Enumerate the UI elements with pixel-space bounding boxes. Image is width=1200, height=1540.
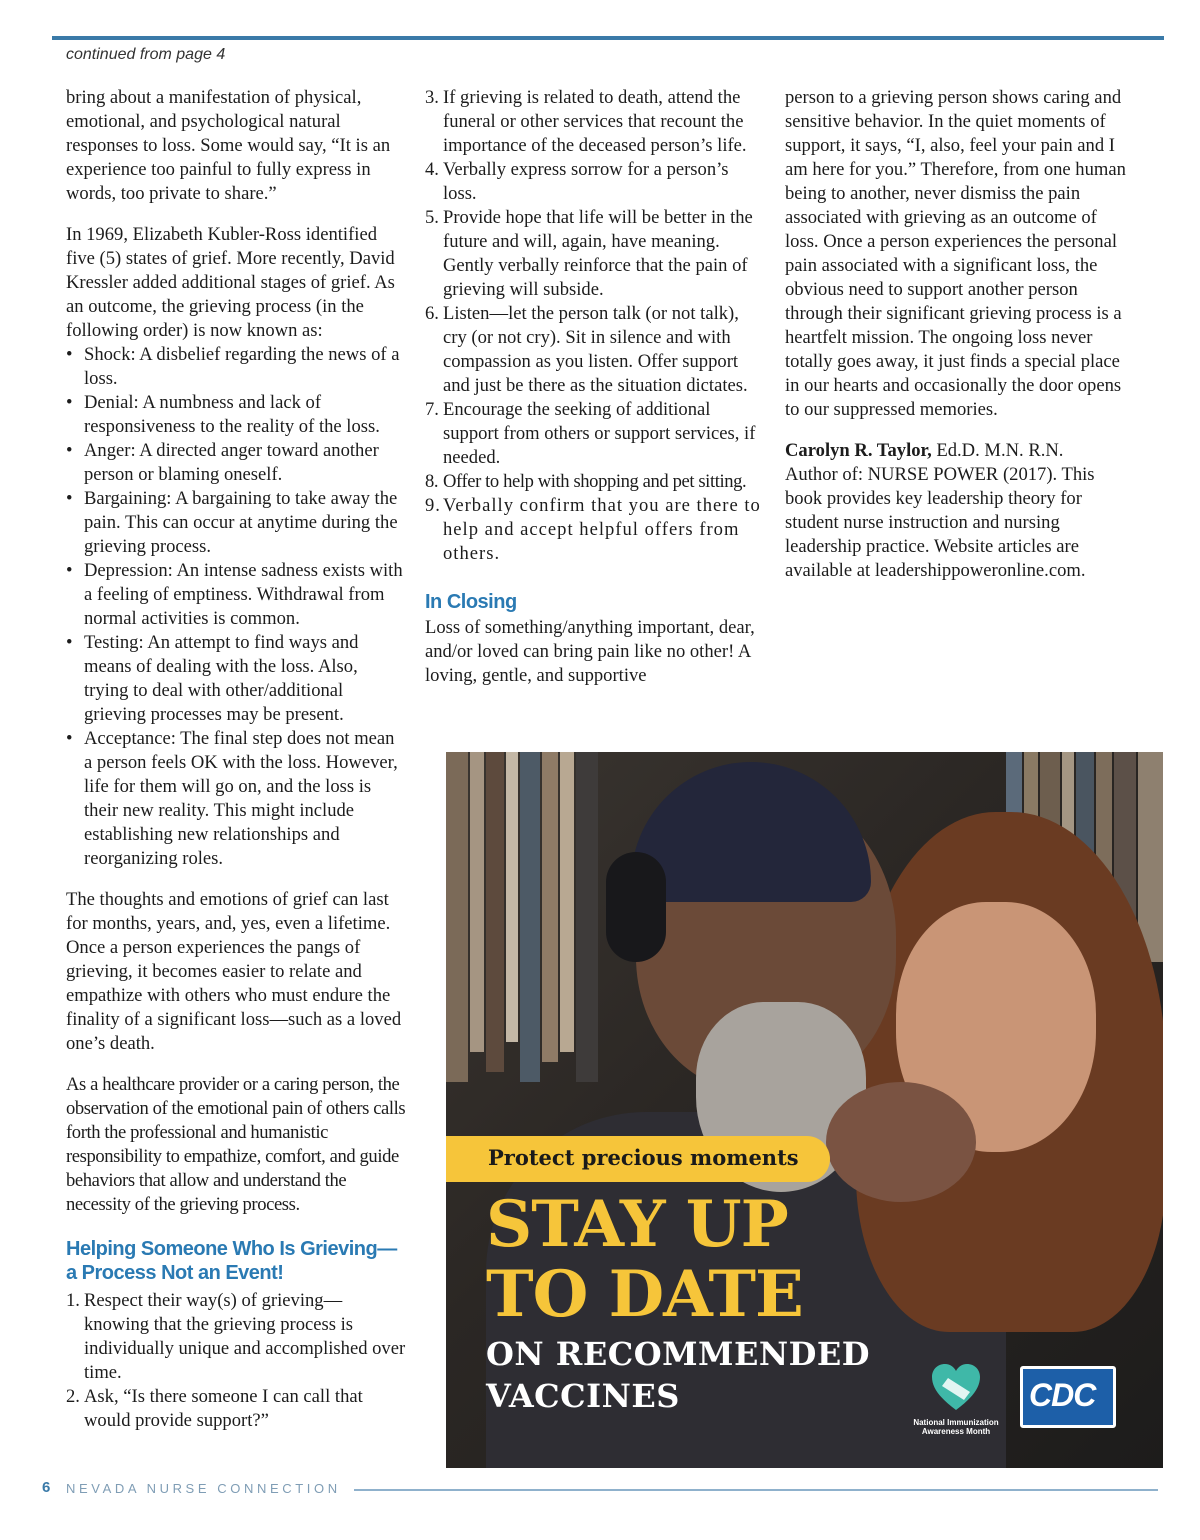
paragraph: The thoughts and emotions of grief can last for months, years, and, yes, even a lifetime. Once a person experiences the pangs of grieving, it becomes easier to relate and empathize with others who must endure the finality of a significant loss—such as a loved one’s death. [66, 889, 402, 1054]
paragraph: In 1969, Elizabeth Kubler-Ross identified five (5) states of grief. More recently, David Kressler added additional stages of grief. As an outcome, the grieving process (in the following order) is now known as: [66, 224, 395, 341]
column-2 [425, 86, 765, 705]
list-item: 3. If grieving is related to death, attend the funeral or other services that recount the importance of the deceased person’s life. [425, 87, 747, 156]
author-credentials: Ed.D. M.N. R.N. [931, 440, 1064, 461]
heart-icon [930, 1362, 982, 1414]
helping-steps-list-continued [425, 86, 765, 566]
list-item: 9. Verbally confirm that you are there to help and accept helpful offers from others. [425, 495, 761, 564]
column-3 [785, 86, 1130, 600]
list-item: • Shock: A disbelief regarding the news of a loss. [66, 343, 406, 391]
author-name: Carolyn R. Taylor, [785, 440, 932, 461]
publication-title: NEVADA NURSE CONNECTION [66, 1481, 341, 1496]
list-item: 8. Offer to help with shopping and pet sitting. [425, 471, 747, 492]
headphones-icon [606, 852, 666, 962]
ad-headline-2: TO DATE [486, 1257, 803, 1332]
paragraph: person to a grieving person shows caring and sensitive behavior. In the quiet moments of support, it says, “I, also, feel your pain and I am here for you.” Therefore, from one human being to another, never dismiss the pain associated with grieving as an outcome of loss. Once a person experiences the personal pain associated with a significant loss, the obvious need to support another person through their significant grieving process is a heartfelt mission. The ongoing loss never totally goes away, it just finds a special place in our hearts and occasionally the door opens to our suppressed memories. [785, 87, 1126, 420]
clasped-hands [826, 1082, 976, 1202]
list-item: 4. Verbally express sorrow for a person’s loss. [425, 159, 729, 204]
nia-logo [896, 1362, 1016, 1436]
list-item: • Bargaining: A bargaining to take away the pain. This can occur at anytime during the grieving process. [66, 487, 406, 559]
vaccine-ad [446, 752, 1163, 1468]
list-item: • Acceptance: The final step does not mean a person feels OK with the loss. However, life for them will go on, and the loss is their new reality. This might include establishing new relationships and reorganizing roles. [66, 727, 406, 871]
column-1 [66, 86, 406, 1433]
list-item: • Anger: A directed anger toward another person or blaming oneself. [66, 439, 406, 487]
grief-stages-list [66, 343, 406, 871]
paragraph: Loss of something/anything important, dear, and/or loved can bring pain like no other! A loving, gentle, and supportive [425, 617, 755, 686]
list-item: • Depression: An intense sadness exists with a feeling of emptiness. Withdrawal from normal activities is common. [66, 559, 406, 631]
cdc-logo: CDC [1020, 1366, 1116, 1428]
ad-subhead-1: ON RECOMMENDED [486, 1335, 870, 1373]
list-item: 7. Encourage the seeking of additional support from others or support services, if needed. [425, 399, 756, 468]
list-item: 2. Ask, “Is there someone I can call that would provide support?” [66, 1386, 363, 1431]
continued-note: continued from page 4 [66, 46, 226, 63]
list-item: • Testing: An attempt to find ways and means of dealing with the loss. Also, trying to deal with other/additional grieving processes may be present. [66, 631, 406, 727]
footer-rule [354, 1489, 1158, 1491]
section-heading: Helping Someone Who Is Grieving—a Process Not an Event! [66, 1238, 397, 1284]
ad-banner: Protect precious moments [446, 1136, 830, 1182]
list-item: 6. Listen—let the person talk (or not talk), cry (or not cry). Sit in silence and with compassion as you listen. Offer support and just be there as the situation dictates. [425, 303, 748, 396]
list-item: 1. Respect their way(s) of grieving—knowing that the grieving process is individually unique and accomplished over time. [66, 1290, 406, 1383]
list-item: 5. Provide hope that life will be better in the future and will, again, have meaning. Gently verbally reinforce that the pain of grieving will subside. [425, 207, 753, 300]
author-bio: Author of: NURSE POWER (2017). This book provides key leadership theory for student nurse instruction and nursing leadership practice. Website articles are available at leadershippoweronline.com. [785, 464, 1095, 581]
ad-subhead-2: VACCINES [486, 1377, 680, 1415]
nia-label: National Immunization Awareness Month [913, 1418, 999, 1436]
list-item: • Denial: A numbness and lack of responsiveness to the reality of the loss. [66, 391, 406, 439]
paragraph: As a healthcare provider or a caring person, the observation of the emotional pain of others calls forth the professional and humanistic responsibility to empathize, comfort, and guide behaviors that allow and understand the necessity of the grieving process. [66, 1074, 406, 1215]
ad-headline-1: STAY UP [486, 1187, 788, 1262]
helping-steps-list [66, 1289, 406, 1433]
top-rule [52, 36, 1164, 40]
author-block [785, 439, 1130, 583]
section-heading: In Closing [425, 591, 517, 613]
paragraph: bring about a manifestation of physical, emotional, and psychological natural responses to loss. Some would say, “It is an experience too painful to fully express in words, too private to share.” [66, 87, 391, 204]
page-number: 6 [42, 1479, 51, 1496]
